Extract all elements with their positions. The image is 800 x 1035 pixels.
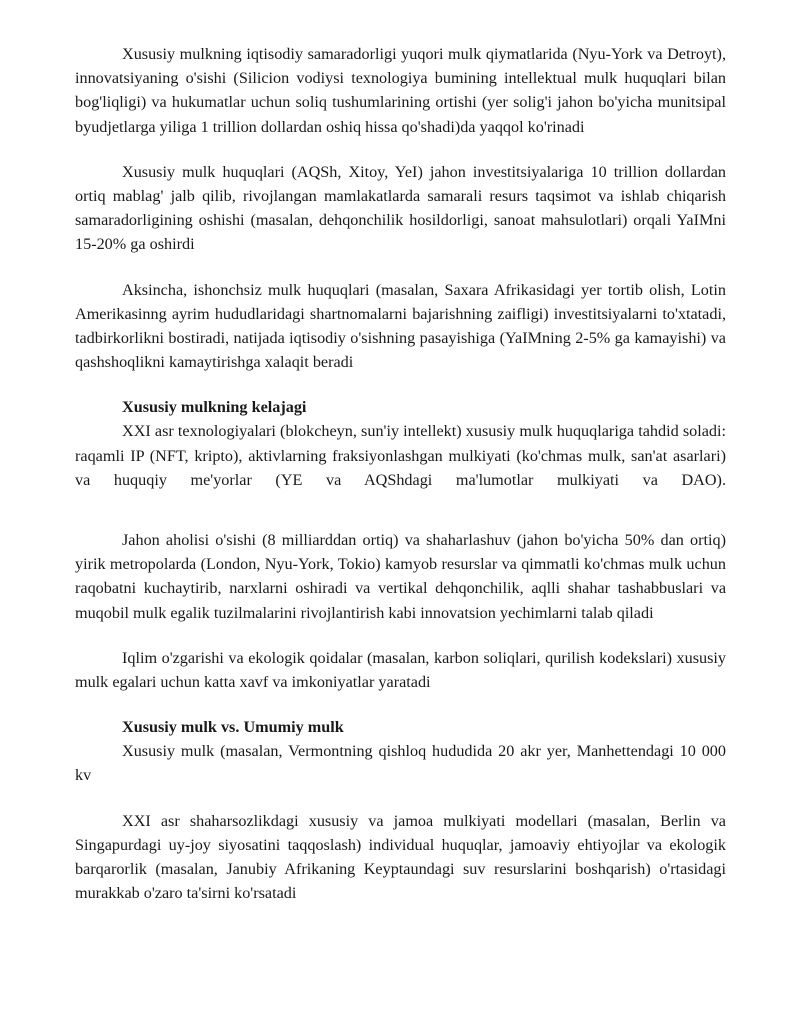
paragraph-property-rights-investment: Xususiy mulk huquqlari (AQSh, Xitoy, YeI) jahon investitsiyalariga 10 trillion dollardan ortiq mablag' jalb qilib, rivojlangan mamlakatlarda samarali resurs taqsimot va ishlab chiqarish samaradorligining oshishi (masalan, dehqonchilik hosildorligi, sanoat mahsulotlari) orqali YaIMni 15-20% ga oshirdi bbox=[75, 162, 726, 254]
paragraph-21st-century-technologies: XXI asr texnologiyalari (blokcheyn, sun'iy intellekt) xususiy mulk huquqlariga tahdid soladi: raqamli IP (NFT, kripto), aktivlarning fraksiyonlashgan mulkiyati (ko'chmas mulk, san'at asarlari) va huquqiy me'yorlar (YE va AQShdagi ma'lumotlar mulkiyati va DAO). bbox=[75, 422, 726, 489]
paragraph-urban-planning-models: XXI asr shaharsozlikdagi xususiy va jamoa mulkiyati modellari (masalan, Berlin va Singapurdagi uy-joy siyosatini taqqoslash) individual huquqlar, jamoaviy ehtiyojlar va ekologik barqarorlik (masalan, Janubiy Afrikaning Keyptaundagi suv resurslarini boshqarish) o'rtasidagi murakkab o'zaro ta'sirni ko'rsatadi bbox=[75, 811, 726, 903]
paragraph-population-urbanization: Jahon aholisi o'sishi (8 milliarddan ortiq) va shaharlashuv (jahon bo'yicha 50% dan ortiq) yirik metropolarda (London, Nyu-York, Tokio) kamyob resurslar va qimmatli ko'chmas mulk uchun raqobatni kuchaytirib, narxlarni oshiradi va vertikal dehqonchilik, aqlli shahar tashabbuslari va muqobil mulk egalik tuzilmalarini rivojlantirish kabi innovatsion yechimlarni talab qiladi bbox=[75, 531, 726, 622]
paragraph-private-property-example: Xususiy mulk (masalan, Vermontning qishloq hududida 20 akr yer, Manhettendagi 10 000 kv bbox=[75, 742, 726, 785]
paragraph-insecure-property-rights: Aksincha, ishonchsiz mulk huquqlari (masalan, Saxara Afrikasidagi yer tortib olish, Lotin Amerikasinng ayrim hududlaridagi shartnomalarni bajarishning zaifligi) investitsiyalarni to'xtatadi, tadbirkorlikni bostiradi, natijada iqtisodiy o'sishning pasayishiga (YaIMning 2-5% ga kamayishi) va qashshoqlikni kamaytirishga xalaqit beradi bbox=[75, 280, 726, 372]
paragraph-climate-change: Iqlim o'zgarishi va ekologik qoidalar (masalan, karbon soliqlari, qurilish kodekslari) xususiy mulk egalari uchun katta xavf va imkoniyatlar yaratadi bbox=[75, 648, 726, 692]
heading-private-vs-common-property: Xususiy mulk vs. Umumiy mulk bbox=[122, 718, 344, 737]
document-page bbox=[75, 42, 726, 905]
paragraph-economic-efficiency: Xususiy mulkning iqtisodiy samaradorligi yuqori mulk qiymatlarida (Nyu-York va Detroyt), innovatsiyaning o'sishi (Silicion vodiysi texnologiya bumining intellektual mulk huquqlari bilan bog'liqligi) va hukumatlar uchun soliq tushumlarining ortishi (yer solig'i jahon bo'yicha munitsipal byudjetlarga yiliga 1 trillion dollardan oshiq hissa qo'shadi)da yaqqol ko'rinadi bbox=[75, 45, 726, 136]
heading-future-of-private-property: Xususiy mulkning kelajagi bbox=[122, 398, 307, 417]
